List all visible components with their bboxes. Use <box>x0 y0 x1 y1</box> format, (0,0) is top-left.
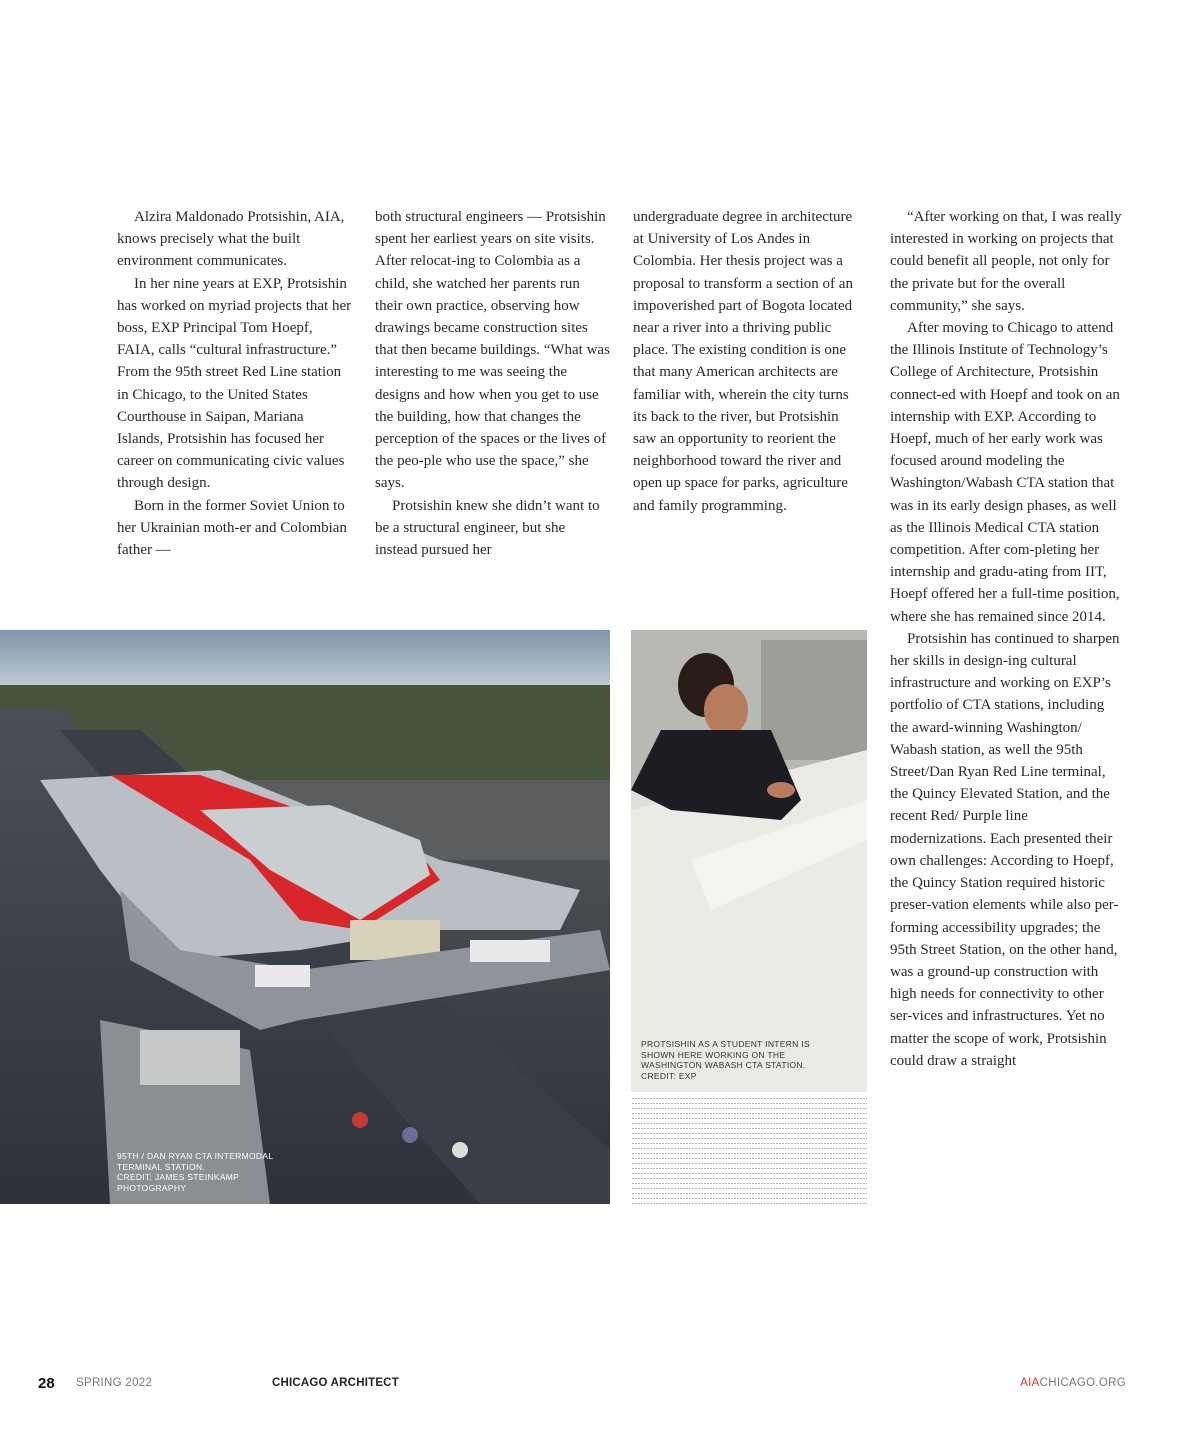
issue-label: SPRING 2022 <box>76 1377 153 1389</box>
page-number: 28 <box>38 1375 55 1392</box>
caption-line: WASHINGTON WABASH CTA STATION. <box>641 1060 806 1070</box>
caption-line: 95TH / DAN RYAN CTA INTERMODAL <box>117 1151 274 1161</box>
website-link[interactable] <box>1020 1377 1126 1389</box>
paragraph: “After working on that, I was really interested in working on projects that could benefit all people, not only for the private but for the overall community,” she says. <box>890 209 1122 314</box>
car-lights <box>452 1142 468 1158</box>
shelves <box>761 640 867 760</box>
caption-line: TERMINAL STATION. <box>117 1161 206 1172</box>
caption-line: CREDIT: JAMES STEINKAMP <box>117 1172 240 1182</box>
caption-line: PROTSISHIN AS A STUDENT INTERN IS <box>641 1039 810 1049</box>
article-column-2 <box>375 206 611 561</box>
paragraph: Alzira Maldonado Protsishin, AIA, knows precisely what the built environment communicates. <box>117 209 345 270</box>
bus <box>255 965 310 987</box>
website-rest: CHICAGO.ORG <box>1039 1377 1126 1389</box>
sky <box>0 630 610 690</box>
caption-line: SHOWN HERE WORKING ON THE <box>641 1049 786 1060</box>
magazine-title: CHICAGO ARCHITECT <box>272 1377 399 1389</box>
face <box>704 684 748 736</box>
station-photo-caption <box>117 1151 297 1193</box>
car-lights <box>352 1112 368 1128</box>
paragraph: undergraduate degree in architecture at University of Los Andes in Colombia. Her thesis project was a proposal to transform a section of an impoverished part of Bogota located near a river into a thriving public place. The existing condition is one that many American architects are familiar with, wherein the city turns its back to the river, but Protsishin saw an opportunity to reorient the neighborhood toward the river and open up space for parks, agriculture and family programming. <box>633 209 853 514</box>
paragraph: Protsishin has continued to sharpen her skills in design-ing cultural infrastructure and working on EXP’s portfolio of CTA stations, including the award-winning Washington/ Wabash station, as well the 95th Street/Dan Ryan Red Line terminal, the Quincy Elevated Station, and the recent Red/ Purple line modernizations. Each presented their own challenges: According to Hoepf, the Quincy Station required historic preser-vation elements while also per-forming accessibility upgrades; the 95th Street Station, on the other hand, was a ground-up construction with high needs for connectivity to other ser-vices and infrastructures. Yet no matter the scope of work, Protsishin could draw a straight <box>890 630 1120 1069</box>
paragraph: After moving to Chicago to attend the Illinois Institute of Technology’s College of Architecture, Protsishin connect-ed with Hoepf and took on an internship with EXP. According to Hoepf, much of her early work was focused around modeling the Washington/Wabash CTA station that was in its early design phases, as well as the Illinois Medical CTA station competition. After com-pleting her internship and gradu-ating from IIT, Hoepf offered her a full-time position, where she has remained since 2014. <box>890 320 1120 625</box>
caption-line: CREDIT: EXP <box>641 1070 697 1081</box>
intern-photo-caption <box>641 1039 841 1081</box>
paragraph: In her nine years at EXP, Protsishin has worked on myriad projects that her boss, EXP Principal Tom Hoepf, FAIA, calls “cultural infrastructure.” From the 95th street Red Line station in Chicago, to the United States Courthouse in Saipan, Mariana Islands, Protsishin has focused her career on communicating civic values through design. <box>117 275 352 492</box>
station-aerial-photo <box>0 630 610 1204</box>
intern-photo <box>631 630 867 1092</box>
bus <box>470 940 550 962</box>
paragraph: both structural engineers — Protsishin spent her earliest years on site visits. After relocat-ing to Colombia as a child, she watched her parents run their own practice, observing how drawings became construction sites that then became buildings. “What was interesting to me was seeing the designs and how when you get to use the building, how that changes the perception of the spaces or the lives of the peo-ple who use the space,” she says. <box>375 209 610 492</box>
article-column-4 <box>890 206 1126 1072</box>
article-column-3 <box>633 206 855 517</box>
website-accent: AIA <box>1020 1377 1040 1389</box>
intern-illustration <box>631 630 867 1092</box>
utility-building <box>140 1030 240 1085</box>
car-lights <box>402 1127 418 1143</box>
paragraph: Protsishin knew she didn’t want to be a structural engineer, but she instead pursued her <box>375 497 600 559</box>
station-illustration <box>0 630 610 1204</box>
caption-line: PHOTOGRAPHY <box>117 1182 187 1193</box>
hand <box>767 782 795 798</box>
decorative-dash-pattern <box>631 1094 867 1204</box>
article-column-1 <box>117 206 353 561</box>
paragraph: Born in the former Soviet Union to her Ukrainian moth-er and Colombian father — <box>117 497 347 559</box>
